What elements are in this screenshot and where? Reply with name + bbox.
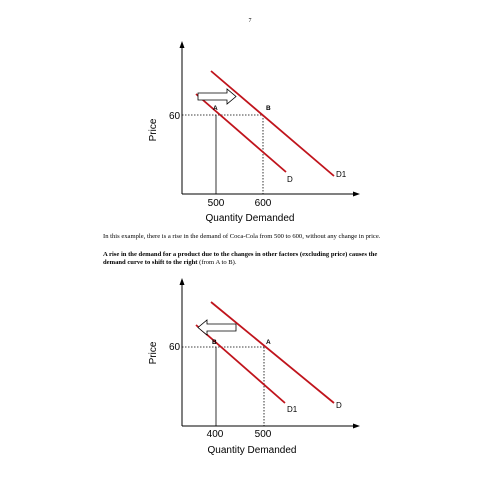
explanation-paragraph: In this example, there is a rise in the demand of Coca-Cola from 500 to 600, without any change in price. [103, 233, 381, 240]
fig2-ylabel: Price [148, 341, 159, 365]
fig1-x-tick-500: 500 [207, 198, 225, 209]
fig2-demand-curve-d [211, 302, 334, 403]
fig2-curve-label-d: D [336, 401, 342, 410]
figure-2-demand-shift-left [148, 278, 360, 456]
fig2-price-tick: 60 [169, 342, 181, 353]
fig2-shift-left-arrow-icon [198, 320, 236, 335]
fig2-curve-label-d1: D1 [287, 405, 298, 414]
fig1-ylabel: Price [148, 118, 159, 142]
fig1-curve-label-d1: D1 [336, 170, 347, 179]
fig1-price-tick: 60 [169, 111, 181, 122]
fig1-point-b: B [266, 105, 271, 112]
fig1-xlabel: Quantity Demanded [205, 213, 295, 224]
conclusion-paragraph [103, 251, 398, 267]
conclusion-bold-text: A rise in the demand for a product due to the changes in other factors (excluding price) causes the demand curve to shift to the right [103, 251, 378, 267]
fig1-point-a: A [213, 105, 218, 112]
conclusion-normal-text: (from A to B). [197, 259, 237, 267]
fig1-x-tick-600: 600 [254, 198, 272, 209]
fig2-x-axis-arrowhead [353, 424, 360, 429]
fig1-x-axis-arrowhead [353, 192, 360, 197]
fig2-point-a: A [266, 339, 271, 346]
fig2-demand-curve-d1 [196, 325, 285, 403]
page-number: 7 [248, 18, 252, 24]
fig2-x-tick-500: 500 [254, 429, 272, 440]
fig2-y-axis-arrowhead [180, 278, 185, 285]
fig1-curve-label-d: D [287, 175, 293, 184]
fig2-xlabel: Quantity Demanded [207, 445, 297, 456]
fig1-y-axis-arrowhead [180, 41, 185, 48]
fig2-point-b: B [212, 339, 217, 346]
fig1-demand-curve-d [196, 94, 286, 172]
figure-1-demand-shift-right [148, 41, 360, 224]
fig2-x-tick-400: 400 [206, 429, 224, 440]
